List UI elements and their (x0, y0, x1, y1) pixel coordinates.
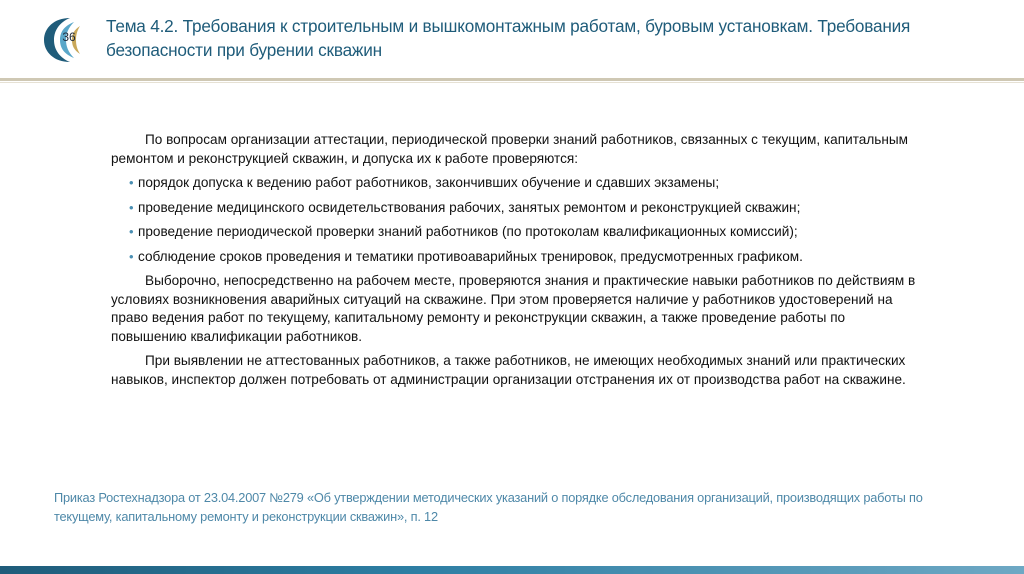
paragraph-suspension: При выявлении не аттестованных работников, а также работников, не имеющих необходимых знаний или практических навыков, инспектор должен потребовать от администрации организации отстранения их от производства работ на скважине. (111, 353, 906, 387)
bullet-icon: • (129, 224, 134, 239)
slide-title: Тема 4.2. Требования к строительным и вышкомонтажным работам, буровым установкам. Требования безопасности при бурении скважин (106, 16, 911, 60)
bullet-icon: • (129, 175, 134, 190)
header-divider-thin (0, 82, 1024, 83)
header-divider (0, 78, 1024, 81)
slide-header (0, 0, 1024, 76)
slide-number: 36 (62, 30, 76, 44)
footer-band (0, 566, 1024, 574)
list-item-text: проведение периодической проверки знаний работников (по протоколам квалификационных комиссий); (138, 224, 798, 239)
list-item (129, 174, 921, 193)
list-item (129, 199, 921, 218)
bullet-icon: • (129, 248, 134, 264)
list-item (129, 223, 921, 242)
source-footnote: Приказ Ростехнадзора от 23.04.2007 №279 «Об утверждении методических указаний о порядке обследования организаций, производящих работы по текущему, капитальному ремонту и реконструкции скважин», п. 12 (54, 490, 923, 524)
list-item-text: проведение медицинского освидетельствования рабочих, занятых ремонтом и реконструкцией скважин; (138, 199, 801, 215)
bullet-icon: • (129, 199, 134, 215)
list-item-text: порядок допуска к ведению работ работников, закончивших обучение и сдавших экзамены; (138, 175, 720, 190)
list-item-text: соблюдение сроков проведения и тематики противоаварийных тренировок, предусмотренных графиком. (138, 248, 803, 264)
paragraph-inspection: Выборочно, непосредственно на рабочем месте, проверяются знания и практические навыки работников по действиям в условиях возникновения аварийных ситуаций на скважине. При этом проверяется наличие у работников удостоверений на право ведения работ по текущему, капитальному ремонту и реконструкции скважин, а также проведение работы по повышению квалификации работников. (111, 273, 916, 344)
intro-paragraph: По вопросам организации аттестации, периодической проверки знаний работников, связанных с текущим, капитальным ремонтом и реконструкцией скважин, и допуска их к работе проверяются: (111, 132, 908, 166)
slide-body (111, 131, 921, 395)
list-item (129, 248, 921, 267)
